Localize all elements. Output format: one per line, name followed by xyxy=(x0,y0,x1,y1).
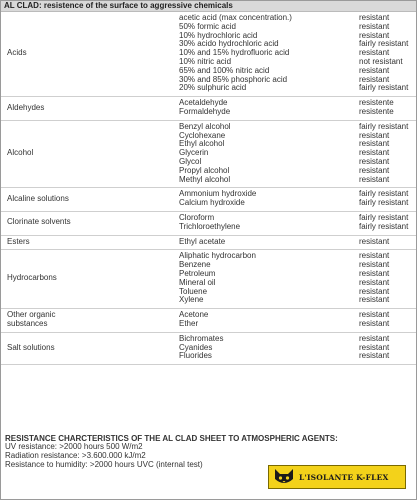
resistance-rating: resistente xyxy=(359,107,394,116)
ratings-cell xyxy=(359,120,416,188)
chemical-name: Ammonium hydroxide xyxy=(179,190,257,199)
atmospheric-title: RESISTANCE CHARCTERISTICS OF THE AL CLAD SHEET TO ATMOSPHERIC AGENTS: xyxy=(5,434,338,443)
category-cell xyxy=(1,332,179,364)
chemicals-cell xyxy=(179,120,359,188)
chemical-name: 10% nitric acid xyxy=(179,57,232,66)
chemical-name: 10% hydrochloric acid xyxy=(179,31,258,40)
resistance-rating: resistant xyxy=(359,131,390,140)
radiation-resistance-line: Radiation resistance: >3.600.000 kJ/m2 xyxy=(5,450,146,460)
humidity-resistance-line: Resistance to humidity: >2000 hours UVC (internal test) xyxy=(5,459,203,469)
category-label: Hydrocarbons xyxy=(7,274,57,283)
chemical-name: Cyclohexane xyxy=(179,131,226,140)
table-row xyxy=(1,332,416,364)
category-label: Alcaline solutions xyxy=(7,194,69,203)
category-cell xyxy=(1,250,179,309)
chemical-name: Methyl alcohol xyxy=(179,175,231,184)
chemical-name: Mineral oil xyxy=(179,278,216,287)
ratings-cell xyxy=(359,97,416,121)
chemical-name: Benzyl alcohol xyxy=(179,122,231,131)
category-cell xyxy=(1,97,179,121)
uv-resistance-line: UV resistance: >2000 hours 500 W/m2 xyxy=(5,442,143,451)
chemical-name: Benzene xyxy=(179,261,211,270)
resistance-rating: fairly resistant xyxy=(359,84,409,93)
resistance-rating: resistant xyxy=(359,237,390,246)
chemical-name: Acetone xyxy=(179,311,209,320)
category-label: Clorinate solvents xyxy=(7,218,71,227)
resistance-rating: fairly resistant xyxy=(359,222,409,231)
chemical-name: Bichromates xyxy=(179,334,224,343)
chemicals-cell xyxy=(179,332,359,364)
chemical-name: Trichloroethylene xyxy=(179,222,241,231)
chemical-name: Toluene xyxy=(179,287,208,296)
resistance-rating: resistant xyxy=(359,166,390,175)
cat-head-icon xyxy=(269,466,299,488)
resistance-rating: fairly resistant xyxy=(359,40,409,49)
chemical-name: Acetaldehyde xyxy=(179,99,228,108)
chemical-name: Ethyl alcohol xyxy=(179,140,225,149)
resistance-rating: resistant xyxy=(359,49,390,58)
category-cell xyxy=(1,12,179,97)
sheet-title: AL CLAD: resistence of the surface to aggressive chemicals xyxy=(1,1,416,12)
chemicals-cell xyxy=(179,211,359,235)
resistance-rating: fairly resistant xyxy=(359,199,409,208)
kflex-logo xyxy=(268,465,406,489)
category-label: substances xyxy=(7,319,48,328)
chemicals-cell xyxy=(179,235,359,250)
resistance-rating: resistant xyxy=(359,311,390,320)
chemical-name: 20% sulphuric acid xyxy=(179,84,247,93)
table-row xyxy=(1,250,416,309)
resistance-rating: resistant xyxy=(359,75,390,84)
chemicals-cell xyxy=(179,12,359,97)
resistance-rating: resistant xyxy=(359,261,390,270)
table-row xyxy=(1,120,416,188)
resistance-rating: not resistant xyxy=(359,57,403,66)
category-label: Aldehydes xyxy=(7,103,45,112)
chemical-name: 30% and 85% phosphoric acid xyxy=(179,75,288,84)
ratings-cell xyxy=(359,309,416,333)
chemical-name: Ethyl acetate xyxy=(179,237,226,246)
table-row xyxy=(1,309,416,333)
chemical-name: 10% and 15% hydrofluoric acid xyxy=(179,49,290,58)
resistance-rating: resistant xyxy=(359,296,390,305)
chemical-name: Calcium hydroxide xyxy=(179,199,245,208)
resistance-rating: resistant xyxy=(359,66,390,75)
category-label: Esters xyxy=(7,237,30,246)
resistance-rating: resistant xyxy=(359,140,390,149)
resistance-rating: fairly resistant xyxy=(359,213,409,222)
ratings-cell xyxy=(359,332,416,364)
resistance-rating: resistant xyxy=(359,14,390,22)
table-row xyxy=(1,235,416,250)
chemical-name: Petroleum xyxy=(179,269,216,278)
resistance-rating: resistant xyxy=(359,157,390,166)
chemical-name: Cyanides xyxy=(179,343,213,352)
resistance-rating: resistant xyxy=(359,22,390,31)
ratings-cell xyxy=(359,250,416,309)
chemical-name: Cloroform xyxy=(179,213,215,222)
category-cell xyxy=(1,309,179,333)
chemical-name: Fluorides xyxy=(179,352,212,361)
resistance-rating: resistant xyxy=(359,252,390,261)
category-label: Other organic xyxy=(7,311,56,320)
chemicals-cell xyxy=(179,188,359,212)
chemical-name: 30% acido hydrochloric acid xyxy=(179,40,279,49)
resistance-rating: fairly resistant xyxy=(359,190,409,199)
ratings-cell xyxy=(359,211,416,235)
chemical-name: Aliphatic hydrocarbon xyxy=(179,252,256,261)
resistance-rating: resistant xyxy=(359,278,390,287)
resistance-rating: resistant xyxy=(359,287,390,296)
table-row xyxy=(1,211,416,235)
category-label: Acids xyxy=(7,49,27,58)
chemicals-cell xyxy=(179,309,359,333)
chemical-name: 65% and 100% nitric acid xyxy=(179,66,270,75)
logo-text: L'ISOLANTE K-FLEX xyxy=(299,472,389,482)
chemical-name: Formaldehyde xyxy=(179,107,231,116)
category-cell xyxy=(1,120,179,188)
resistance-rating: resistant xyxy=(359,319,390,328)
resistance-rating: resistant xyxy=(359,269,390,278)
resistance-rating: resistant xyxy=(359,149,390,158)
resistance-rating: resistant xyxy=(359,334,390,343)
category-label: Salt solutions xyxy=(7,343,55,352)
category-label: Alcohol xyxy=(7,149,34,158)
table-row xyxy=(1,12,416,97)
chemical-name: Glycol xyxy=(179,157,202,166)
chemicals-cell xyxy=(179,97,359,121)
resistance-rating: resistant xyxy=(359,175,390,184)
category-cell xyxy=(1,235,179,250)
resistance-rating: fairly resistant xyxy=(359,122,409,131)
chemical-name: Ether xyxy=(179,319,199,328)
table-row xyxy=(1,188,416,212)
ratings-cell xyxy=(359,188,416,212)
resistance-rating: resistant xyxy=(359,343,390,352)
chemical-name: Propyl alcohol xyxy=(179,166,230,175)
chemical-name: 50% formic acid xyxy=(179,22,236,31)
resistance-table xyxy=(1,12,416,365)
chemicals-cell xyxy=(179,250,359,309)
ratings-cell xyxy=(359,235,416,250)
category-cell xyxy=(1,188,179,212)
resistance-rating: resistente xyxy=(359,99,394,108)
ratings-cell xyxy=(359,12,416,97)
table-row xyxy=(1,97,416,121)
chemical-name: acetic acid (max concentration.) xyxy=(179,14,292,22)
chemical-name: Xylene xyxy=(179,296,204,305)
resistance-rating: resistant xyxy=(359,352,390,361)
chemical-name: Glycerin xyxy=(179,149,209,158)
category-cell xyxy=(1,211,179,235)
resistance-rating: resistant xyxy=(359,31,390,40)
